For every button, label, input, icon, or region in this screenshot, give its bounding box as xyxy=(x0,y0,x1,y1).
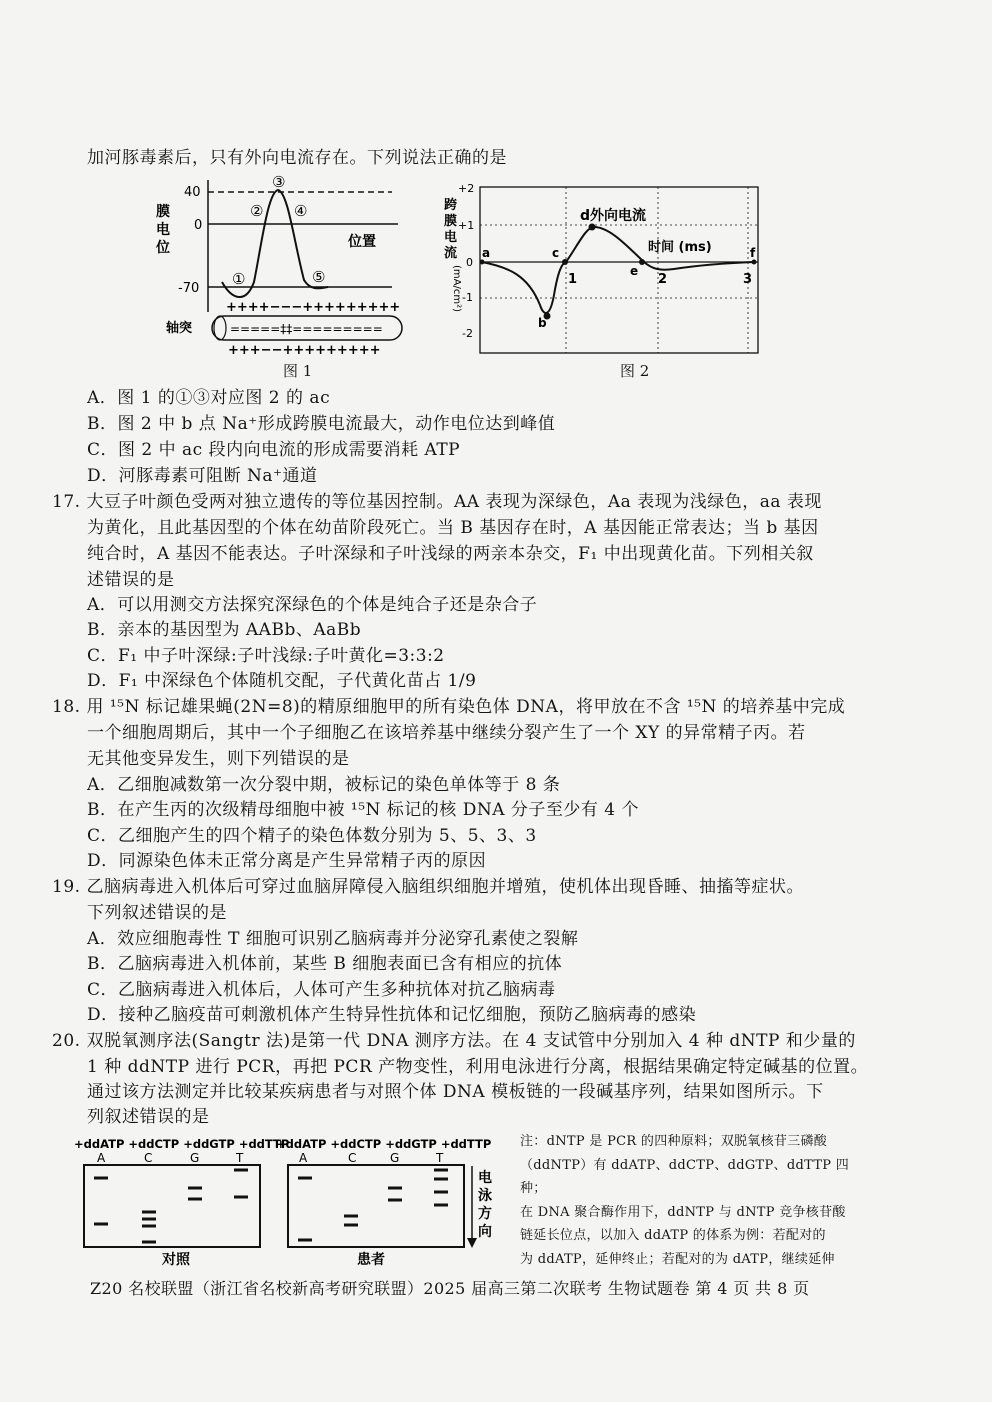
fig1-tick-0: 0 xyxy=(194,218,203,233)
fig1-tick-neg70: -70 xyxy=(178,281,200,296)
gel-patient-lane-a: A xyxy=(299,1151,308,1165)
q16-option-b: B．图 2 中 b 点 Na⁺形成跨膜电流最大，动作电位达到峰值 xyxy=(87,414,556,434)
fig2-xtick-2: 2 xyxy=(658,272,668,287)
q20-stem-3: 通过该方法测定并比较某疾病患者与对照个体 DNA 模板链的一段碱基序列，结果如图所示。下 xyxy=(87,1082,824,1102)
note-line-4: 链延长位点，以加入 ddATP 的体系为例：若配对的 xyxy=(520,1228,826,1243)
fig1-marker-5: ⑤ xyxy=(312,268,326,286)
fig2-ytick-m2: -2 xyxy=(462,327,473,340)
fig2-ytick-p2: +2 xyxy=(458,182,475,195)
fig1-inner-charges: =====‡‡========= xyxy=(230,322,383,336)
gel-patient-lane-t: T xyxy=(436,1151,444,1165)
gel-direction-3: 方 xyxy=(478,1206,492,1222)
q17-option-b: B．亲本的基因型为 AABb、AaBb xyxy=(87,620,362,640)
fig2-point-d-label: d外向电流 xyxy=(580,208,647,224)
gel-direction-4: 向 xyxy=(478,1224,492,1240)
q19-stem-2: 下列叙述错误的是 xyxy=(87,903,227,923)
q17-stem-3: 纯合时，A 基因不能表达。子叶深绿和子叶浅绿的两亲本杂交，F₁ 中出现黄化苗。下列相关叙 xyxy=(87,544,814,564)
q19-option-d: D．接种乙脑疫苗可刺激机体产生特异性抗体和记忆细胞，预防乙脑病毒的感染 xyxy=(87,1005,697,1025)
q18-stem-2: 一个细胞周期后，其中一个子细胞乙在该培养基中继续分裂产生了一个 XY 的异常精子丙。若 xyxy=(87,723,806,743)
q17-option-d: D．F₁ 中深绿色个体随机交配，子代黄化苗占 1/9 xyxy=(87,671,477,691)
gel-patient-label: 患者 xyxy=(357,1252,385,1268)
gel-figure xyxy=(72,1132,512,1274)
fig2-point-c: c xyxy=(552,246,560,260)
q16-option-d: D．河豚毒素可阻断 Na⁺通道 xyxy=(87,466,318,486)
fig2-yunit: (mA/cm²) xyxy=(451,265,462,313)
note-line-3: 在 DNA 聚合酶作用下，ddNTP 与 dNTP 竞争核苷酸 xyxy=(520,1204,846,1220)
gel-control-lane-t: T xyxy=(236,1151,244,1165)
q19-option-b: B．乙脑病毒进入机体前，某些 B 细胞表面已含有相应的抗体 xyxy=(87,954,563,974)
fig1-top-charges: ++++−−−+++++++++ xyxy=(226,300,401,315)
gel-note xyxy=(520,1130,865,1271)
fig2-caption: 图 2 xyxy=(620,362,650,380)
fig2-ylabel-1: 跨 xyxy=(444,198,458,213)
q18-option-a: A．乙细胞减数第一次分裂中期，被标记的染色单体等于 8 条 xyxy=(87,775,561,795)
fig1-ylabel-1: 膜 xyxy=(156,204,170,220)
fig2-point-f: f xyxy=(750,246,756,260)
gel-control-lane-g: G xyxy=(190,1151,200,1165)
fig2-ytick-p1: +1 xyxy=(458,219,475,232)
fig1-marker-3: ③ xyxy=(272,173,286,191)
fig2-point-b: b xyxy=(538,316,547,330)
q18-stem-3: 无其他变异发生，则下列错误的是 xyxy=(87,749,350,769)
q18-stem-1: 18. 用 ¹⁵N 标记雄果蝇(2N=8)的精原细胞甲的所有染色体 DNA，将甲放在不含 ¹⁵N 的培养基中完成 xyxy=(52,697,846,717)
fig1-xlabel: 位置 xyxy=(348,234,376,250)
fig1-caption: 图 1 xyxy=(283,362,313,380)
q17-stem-1: 17. 大豆子叶颜色受两对独立遗传的等位基因控制。AA 表现为深绿色，Aa 表现为浅绿色，aa 表现 xyxy=(52,492,822,512)
fig2-point-e: e xyxy=(630,264,639,278)
figure-1 xyxy=(150,172,420,362)
q19-option-c: C．乙脑病毒进入机体后，人体可产生多种抗体对抗乙脑病毒 xyxy=(87,980,556,1000)
q17-stem-4: 述错误的是 xyxy=(87,570,175,590)
q18-option-c: C．乙细胞产生的四个精子的染色体数分别为 5、5、3、3 xyxy=(87,826,537,846)
q17-option-c: C．F₁ 中子叶深绿:子叶浅绿:子叶黄化=3:3:2 xyxy=(87,646,445,666)
q19-stem-1: 19. 乙脑病毒进入机体后可穿过血脑屏障侵入脑组织细胞并增殖，使机体出现昏睡、抽搐等症状。 xyxy=(52,877,804,897)
fig1-ylabel-3: 位 xyxy=(156,240,170,256)
q17-stem-2: 为黄化，且此基因型的个体在幼苗阶段死亡。当 B 基因存在时，A 基因能正常表达；当 b 基因 xyxy=(87,518,819,538)
q16-option-c: C．图 2 中 ac 段内向电流的形成需要消耗 ATP xyxy=(87,440,461,460)
fig1-marker-2: ② xyxy=(250,202,264,220)
fig2-ytick-0: 0 xyxy=(466,256,473,269)
gel-patient-lane-g: G xyxy=(390,1151,400,1165)
fig2-ylabel-4: 流 xyxy=(444,246,458,261)
fig2-ylabel-3: 电 xyxy=(444,230,458,245)
q18-option-d: D．同源染色体未正常分离是产生异常精子丙的原因 xyxy=(87,851,487,871)
q17-option-a: A．可以用测交方法探究深绿色的个体是纯合子还是杂合子 xyxy=(87,595,538,615)
fig1-marker-1: ① xyxy=(232,270,246,288)
gel-direction-1: 电 xyxy=(478,1170,492,1186)
note-line-5: 为 ddATP，延伸终止；若配对的为 dATP，继续延伸 xyxy=(520,1251,835,1267)
q18-option-b: B．在产生丙的次级精母细胞中被 ¹⁵N 标记的核 DNA 分子至少有 4 个 xyxy=(87,800,640,820)
q20-stem-2: 1 种 ddNTP 进行 PCR，再把 PCR 产物变性，利用电泳进行分离，根据结果确定特定碱基的位置。 xyxy=(87,1057,869,1077)
q20-stem-4: 列叙述错误的是 xyxy=(87,1107,210,1127)
gel-control-lane-a: A xyxy=(97,1151,106,1165)
gel-patient-headers: +ddATP +ddCTP +ddGTP +ddTTP xyxy=(276,1137,492,1151)
fig2-xtick-1: 1 xyxy=(568,272,578,287)
gel-patient-lane-c: C xyxy=(348,1151,357,1165)
gel-control-label: 对照 xyxy=(162,1252,190,1268)
fig2-xtick-3: 3 xyxy=(743,272,753,287)
fig1-ylabel-2: 电 xyxy=(156,222,170,238)
page-footer: Z20 名校联盟（浙江省名校新高考研究联盟）2025 届高三第二次联考 生物试题卷 第 4 页 共 8 页 xyxy=(90,1279,810,1298)
figure-2 xyxy=(438,175,768,360)
fig1-tick-40: 40 xyxy=(184,185,201,200)
fig2-point-a: a xyxy=(482,246,491,260)
intro-line: 加河豚毒素后，只有外向电流存在。下列说法正确的是 xyxy=(87,148,507,168)
gel-direction-2: 泳 xyxy=(478,1188,492,1204)
q20-stem-1: 20. 双脱氧测序法(Sangtr 法)是第一代 DNA 测序方法。在 4 支试管中分别加入 4 种 dNTP 和少量的 xyxy=(52,1031,856,1051)
fig1-axon-label: 轴突 xyxy=(166,321,193,336)
gel-control-lane-c: C xyxy=(144,1151,153,1165)
fig1-marker-4: ④ xyxy=(294,202,308,220)
fig2-ytick-m1: -1 xyxy=(462,291,473,304)
note-line-2: （ddNTP）有 ddATP、ddCTP、ddGTP、ddTTP 四种； xyxy=(520,1157,850,1196)
q19-option-a: A．效应细胞毒性 T 细胞可识别乙脑病毒并分泌穿孔素使之裂解 xyxy=(87,929,579,949)
fig2-xlabel: 时间 (ms) xyxy=(648,240,712,255)
fig1-bottom-charges: +++−−+++++++++ xyxy=(228,343,381,358)
gel-control-headers: +ddATP +ddCTP +ddGTP +ddTTP xyxy=(74,1137,290,1151)
fig2-ylabel-2: 膜 xyxy=(444,214,458,229)
note-line-1: 注：dNTP 是 PCR 的四种原料；双脱氧核苷三磷酸 xyxy=(520,1134,828,1149)
q16-option-a: A．图 1 的①③对应图 2 的 ac xyxy=(87,388,331,408)
